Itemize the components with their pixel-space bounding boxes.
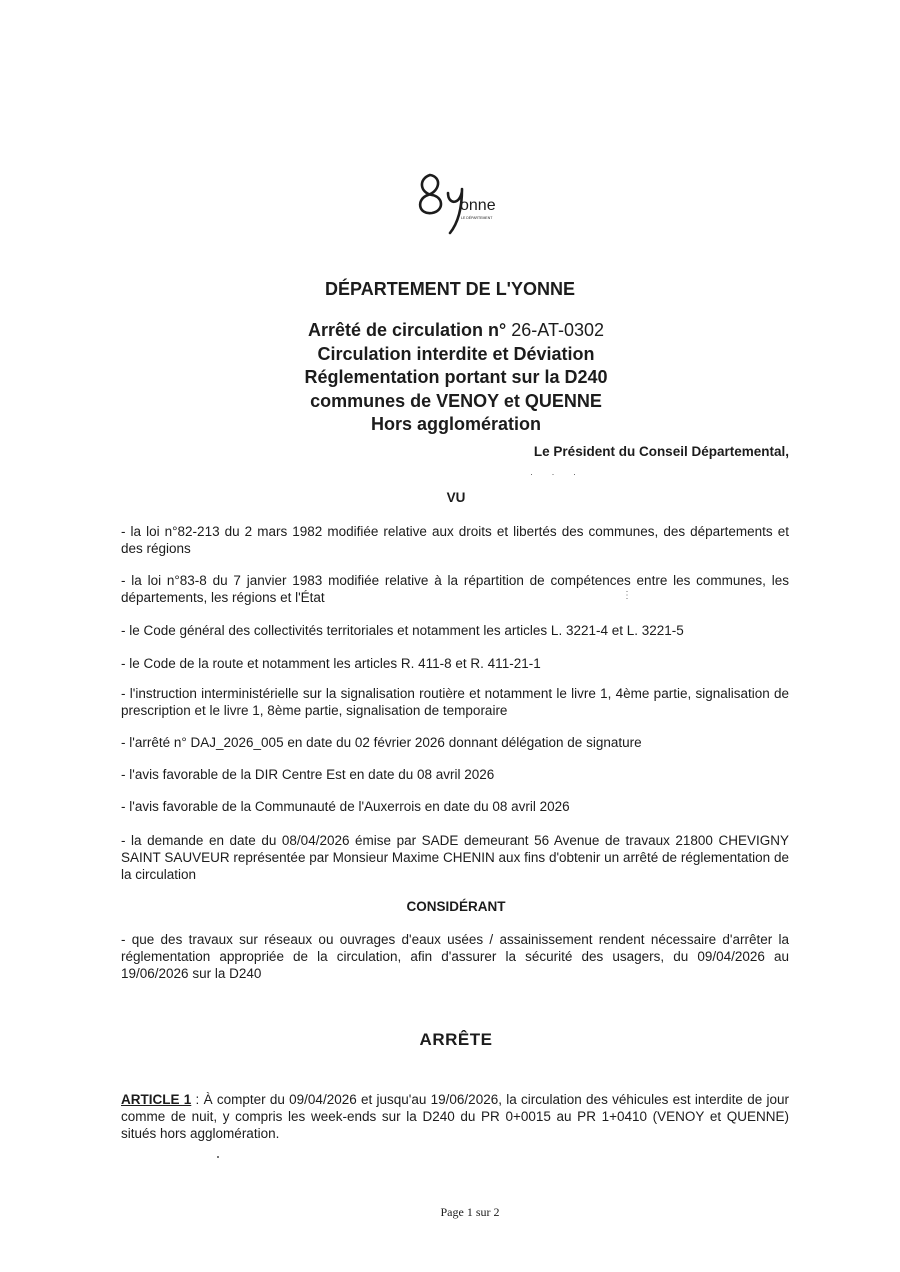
vu-item-5: - l'instruction interministérielle sur la signalisation routière et notamment le livre 1, 4ème partie, signalisation de prescription et le livre 1, 8ème partie, signalisation de temporaire (121, 686, 789, 718)
logo-subtext: LE DÉPARTEMENT (461, 216, 493, 220)
scan-specks: · · · (530, 469, 584, 479)
vu-item-1: - la loi n°82-213 du 2 mars 1982 modifiée relative aux droits et libertés des communes, des départements et des régions (121, 524, 789, 556)
arrete-heading: ARRÊTE (419, 1030, 493, 1049)
page-footer: Page 1 sur 2 (440, 1205, 500, 1219)
president-line: Le Président du Conseil Départemental, (533, 444, 789, 459)
vu-item-2: - la loi n°83-8 du 7 janvier 1983 modifiée relative à la répartition de compétences entre les communes, les départements, les régions et l'État (121, 573, 789, 605)
yonne-logo-icon (414, 165, 514, 240)
department-title: DÉPARTEMENT DE L'YONNE (325, 279, 575, 299)
vu-item-7: - l'avis favorable de la DIR Centre Est en date du 08 avril 2026 (121, 767, 495, 782)
arrete-label: Arrêté de circulation n° (308, 320, 507, 340)
vu-item-3: - le Code général des collectivités territoriales et notamment les articles L. 3221-4 et L. 3221-5 (121, 623, 684, 638)
vu-heading: VU (446, 490, 466, 505)
arrete-number: 26-AT-0302 (511, 320, 604, 340)
title-line-2: Circulation interdite et Déviation (317, 343, 595, 364)
considerant-heading: CONSIDÉRANT (406, 899, 506, 914)
department-logo (414, 165, 514, 240)
title-line-3: Réglementation portant sur la D240 (304, 367, 608, 387)
title-line-4: communes de VENOY et QUENNE (310, 390, 602, 411)
vu-item-8: - l'avis favorable de la Communauté de l'Auxerrois en date du 08 avril 2026 (121, 799, 570, 814)
vu-item-4: - le Code de la route et notamment les articles R. 411-8 et R. 411-21-1 (121, 656, 541, 671)
vu-item-6: - l'arrêté n° DAJ_2026_005 en date du 02 février 2026 donnant délégation de signature (121, 735, 642, 750)
article-1-label: ARTICLE 1 (121, 1092, 192, 1107)
scan-dot (217, 1156, 219, 1158)
article-1 (121, 1091, 789, 1142)
arrete-title-block (0, 319, 900, 437)
article-1-text: : À compter du 09/04/2026 et jusqu'au 19/06/2026, la circulation des véhicules est interdite de jour comme de nuit, y compris les week-ends sur la D240 du PR 0+0015 au PR 1+0410 (VENOY et QUENNE) situés hors agglomération. (121, 1092, 789, 1141)
scan-mark: ⋮ (622, 590, 632, 601)
vu-item-9: - la demande en date du 08/04/2026 émise par SADE demeurant 56 Avenue de travaux 21800 CHEVIGNY SAINT SAUVEUR représentée par Monsieur Maxime CHENIN aux fins d'obtenir un arrêté de réglementation de la circulation (121, 833, 789, 882)
arrete-number-line (0, 319, 900, 343)
title-line-5: Hors agglomération (370, 414, 542, 434)
considerant-text: - que des travaux sur réseaux ou ouvrages d'eaux usées / assainissement rendent nécessaire d'arrêter la réglementation appropriée de la circulation, afin d'assurer la sécurité des usagers, du 09/04/2026 au 19/06/2026 sur la D240 (121, 932, 789, 981)
logo-wordmark: onne (460, 197, 496, 214)
